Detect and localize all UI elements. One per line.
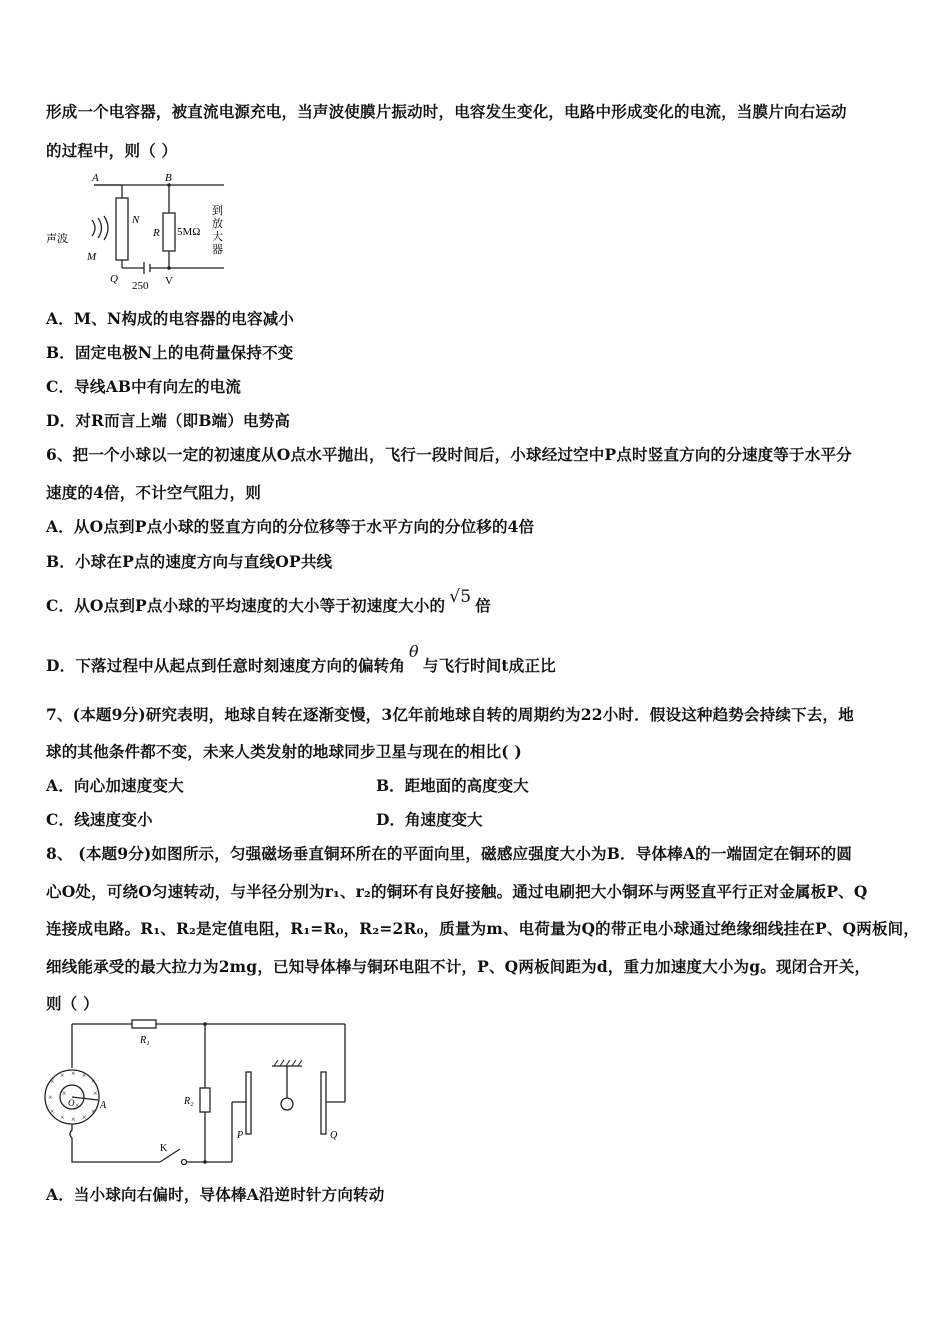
svg-text:×: ×: [50, 1107, 55, 1116]
fig-voltage: 250: [132, 280, 149, 292]
svg-text:×: ×: [62, 1089, 67, 1098]
fig-label-sound: 声波: [46, 233, 68, 245]
fig-label-q: Q: [110, 273, 118, 285]
q5-stem-line1: 形成一个电容器，被直流电源充电，当声波使膜片振动时，电容发生变化，电路中形成变化的电流，当膜片向右运动: [46, 102, 847, 121]
q8-stem-line3: 连接成电路。R₁、R₂是定值电阻，R₁=R₀，R₂=2R₀，质量为m、电荷量为Q的带正电小球通过绝缘细线挂在P、Q两板间，: [46, 919, 920, 938]
fig-label-r: R: [153, 227, 160, 239]
svg-text:×: ×: [50, 1077, 55, 1086]
fig-label-m: M: [87, 251, 97, 263]
fig8-label-a: A: [100, 1100, 107, 1111]
q6-stem-line2: 速度的4倍，不计空气阻力，则: [46, 483, 262, 502]
q6-option-c-suffix: 倍: [475, 596, 491, 615]
svg-text:×: ×: [82, 1071, 87, 1080]
q8-option-a: A．当小球向右偏时，导体棒A沿逆时针方向转动: [46, 1185, 385, 1204]
svg-text:×: ×: [75, 1101, 80, 1110]
svg-text:×: ×: [91, 1077, 96, 1086]
q7-stem-line1: 7、(本题9分)研究表明，地球自转在逐渐变慢，3亿年前地球自转的周期约为22小时．假设这种趋势会持续下去，地: [46, 705, 854, 724]
q6-option-d-suffix: 与飞行时间t成正比: [422, 656, 556, 675]
q5-option-a: A．M、N构成的电容器的电容减小: [46, 309, 295, 328]
fig8-label-q: Q: [330, 1130, 338, 1141]
q5-stem-line2: 的过程中，则（ ）: [46, 141, 178, 160]
svg-text:×: ×: [82, 1113, 87, 1122]
q7-option-d: D．角速度变大: [376, 810, 483, 829]
q8-stem-line2: 心O处，可绕O匀速转动，与半径分别为r₁、r₂的铜环有良好接触。通过电刷把大小铜环与两竖直平行正对金属板P、Q: [46, 882, 868, 901]
fig-label-a: A: [92, 172, 99, 184]
q5-option-c: C．导线AB中有向左的电流: [46, 377, 242, 396]
q7-option-c: C．线速度变小: [46, 810, 153, 829]
q8-stem-line5: 则（ ）: [46, 994, 99, 1013]
fig-label-n: N: [132, 214, 140, 226]
svg-text:×: ×: [60, 1071, 65, 1080]
fig8-label-r2: R₂: [184, 1096, 194, 1107]
q6-option-c-text: C．从O点到P点小球的平均速度的大小等于初速度大小的: [46, 596, 446, 615]
svg-text:×: ×: [71, 1069, 76, 1078]
q7-stem-line2: 球的其他条件都不变，未来人类发射的地球同步卫星与现在的相比( ): [46, 742, 522, 761]
fig8-label-p: P: [237, 1130, 244, 1141]
fig8-label-r1: R₁: [140, 1035, 150, 1046]
svg-text:×: ×: [71, 1115, 76, 1124]
q6-option-d: [46, 642, 556, 676]
fig-amp-2: 放: [212, 218, 223, 230]
q8-stem-line1: 8、 (本题9分)如图所示，匀强磁场垂直铜环所在的平面向里，磁感应强度大小为B．导体棒A的一端固定在铜环的圆: [46, 844, 853, 863]
svg-text:×: ×: [91, 1107, 96, 1116]
fig8-label-k: K: [160, 1143, 168, 1154]
q6-option-a: A．从O点到P点小球的竖直方向的分位移等于水平方向的分位移的4倍: [46, 517, 535, 536]
fig-resistor-value: 5MΩ: [177, 226, 201, 238]
fig-label-b: B: [165, 172, 172, 184]
q5-option-d: D．对R而言上端（即B端）电势高: [46, 411, 291, 430]
fig8-label-o: O: [68, 1098, 75, 1108]
q6-option-d-math: θ: [409, 642, 419, 661]
q5-circuit-figure: [44, 168, 244, 293]
fig-amp-3: 大: [212, 231, 223, 243]
svg-text:×: ×: [60, 1113, 65, 1122]
q6-option-c-math: √5: [449, 587, 472, 607]
q6-option-b: B．小球在P点的速度方向与直线OP共线: [46, 552, 333, 571]
svg-text:×: ×: [48, 1093, 53, 1102]
q5-option-b: B．固定电极N上的电荷量保持不变: [46, 343, 294, 362]
q7-option-a: A．向心加速度变大: [46, 776, 184, 795]
fig-amp-1: 到: [212, 205, 223, 217]
q6-stem-line1: 6、把一个小球以一定的初速度从O点水平抛出，飞行一段时间后，小球经过空中P点时竖直方向的分速度等于水平分: [46, 445, 852, 464]
q8-stem-line4: 细线能承受的最大拉力为2mg，已知导体棒与铜环电阻不计，P、Q两板间距为d，重力加速度大小为g。现闭合开关，: [46, 957, 871, 976]
q7-option-b: B．距地面的高度变大: [376, 776, 529, 795]
q6-option-d-text: D．下落过程中从起点到任意时刻速度方向的偏转角: [46, 656, 406, 675]
q8-circuit-figure: [40, 1016, 360, 1176]
fig-amp-4: 器: [212, 244, 223, 256]
svg-text:×: ×: [93, 1089, 98, 1098]
fig-voltage-unit: V: [165, 275, 173, 287]
q6-option-c: [46, 587, 491, 616]
